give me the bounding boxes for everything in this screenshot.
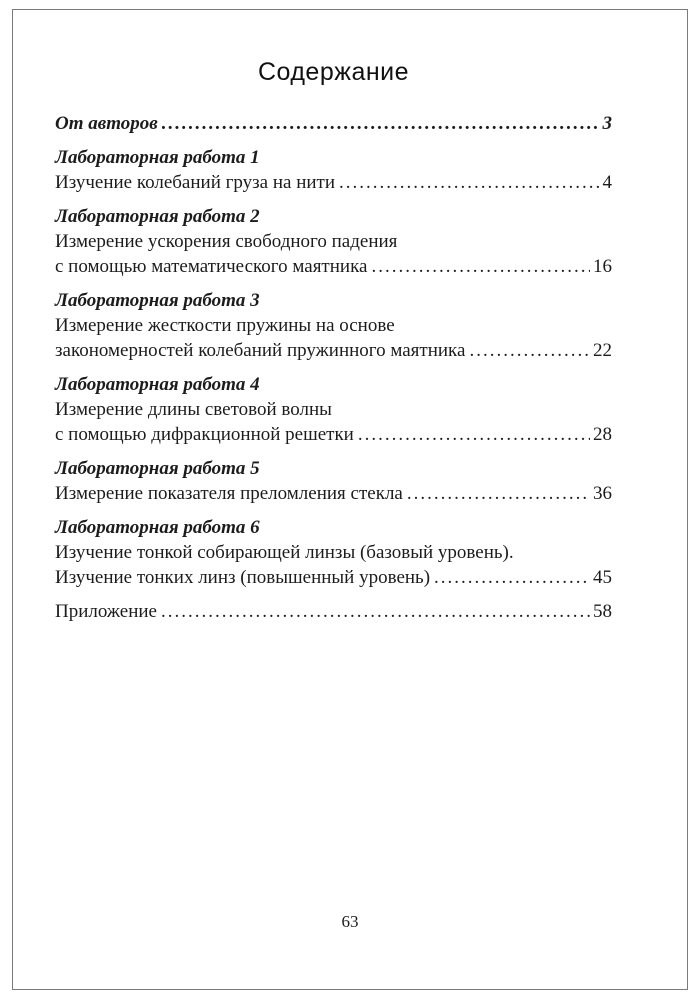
toc-row-text: с помощью дифракционной решетки <box>55 424 354 445</box>
toc-row <box>55 456 612 481</box>
toc-row-text: Измерение ускорения свободного падения <box>55 231 398 252</box>
toc-row-text: Приложение <box>55 601 157 622</box>
toc-page-number: 28 <box>593 424 612 445</box>
dot-leader <box>339 170 599 195</box>
toc-row <box>55 397 612 422</box>
toc-row-text: Изучение тонкой собирающей линзы (базовый уровень). <box>55 542 514 563</box>
page-content <box>55 58 612 624</box>
toc-row <box>55 565 612 590</box>
toc-list <box>55 111 612 624</box>
dot-leader <box>371 254 590 279</box>
toc-page-number: 4 <box>602 172 612 193</box>
toc-row <box>55 170 612 195</box>
toc-row-text: Лабораторная работа 3 <box>55 290 260 311</box>
toc-row-text: Измерение длины световой волны <box>55 399 332 420</box>
toc-row <box>55 111 612 136</box>
toc-row-text: Лабораторная работа 5 <box>55 458 260 479</box>
toc-row-text: с помощью математического маятника <box>55 256 368 277</box>
page-title: Содержание <box>257 58 410 86</box>
toc-row <box>55 229 612 254</box>
toc-row <box>55 422 612 447</box>
toc-row-text: Измерение показателя преломления стекла <box>55 483 403 504</box>
dot-leader <box>407 481 590 506</box>
dot-leader <box>161 599 590 624</box>
toc-row <box>55 145 612 170</box>
toc-row <box>55 204 612 229</box>
toc-row-text: Изучение тонких линз (повышенный уровень) <box>55 567 431 588</box>
toc-row-text: Изучение колебаний груза на нити <box>55 172 336 193</box>
toc-row <box>55 372 612 397</box>
dot-leader <box>162 111 600 136</box>
toc-row <box>55 481 612 506</box>
toc-page-number: 16 <box>593 256 612 277</box>
toc-row <box>55 288 612 313</box>
toc-row <box>55 313 612 338</box>
toc-row-text: Измерение жесткости пружины на основе <box>55 315 395 336</box>
toc-row-text: От авторов <box>55 113 158 134</box>
toc-row <box>55 540 612 565</box>
toc-page-number: 45 <box>593 567 612 588</box>
toc-row <box>55 599 612 624</box>
dot-leader <box>358 422 590 447</box>
footer-page-number: 63 <box>341 912 359 931</box>
toc-row-text: Лабораторная работа 1 <box>55 147 260 168</box>
toc-page-number: 22 <box>593 340 612 361</box>
toc-row <box>55 515 612 540</box>
toc-row <box>55 254 612 279</box>
toc-row <box>55 338 612 363</box>
toc-page-number: 36 <box>593 483 612 504</box>
toc-row-text: Лабораторная работа 4 <box>55 374 260 395</box>
dot-leader <box>469 338 590 363</box>
toc-row-text: Лабораторная работа 6 <box>55 517 260 538</box>
toc-page-number: 58 <box>593 601 612 622</box>
dot-leader <box>434 565 590 590</box>
toc-page-number: 3 <box>602 113 612 134</box>
toc-row-text: закономерностей колебаний пружинного маятника <box>55 340 466 361</box>
toc-row-text: Лабораторная работа 2 <box>55 206 260 227</box>
